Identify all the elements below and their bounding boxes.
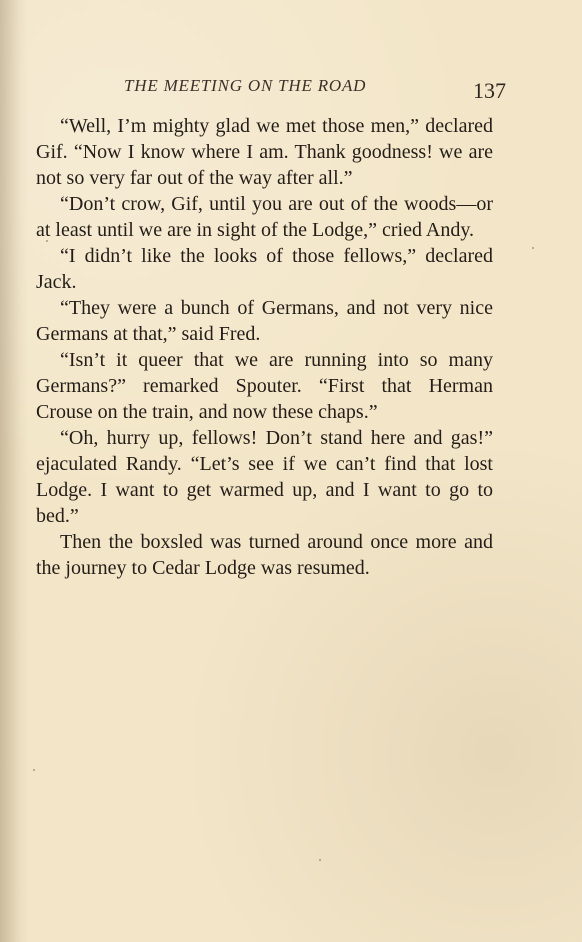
paragraph-1: “Well, I’m mighty glad we met those men,” declared Gif. “Now I know where I am. Thank goodness! we are not so very far out of the way after all.” xyxy=(36,115,493,189)
paper-speck xyxy=(46,240,48,242)
paragraph-2: “Don’t crow, Gif, until you are out of the woods—or at least until we are in sight of the Lodge,” cried Andy. xyxy=(36,193,493,241)
running-head xyxy=(36,76,506,102)
paper-speck xyxy=(532,247,534,249)
page-gutter-shadow xyxy=(0,0,28,942)
paragraph-3: “I didn’t like the looks of those fellows,” declared Jack. xyxy=(36,245,493,293)
paragraph-7: Then the boxsled was turned around once more and the journey to Cedar Lodge was resumed. xyxy=(36,531,493,579)
paragraph-4: “They were a bunch of Germans, and not very nice Germans at that,” said Fred. xyxy=(36,297,493,345)
page-text xyxy=(36,113,493,581)
paragraph-5: “Isn’t it queer that we are running into so many Germans?” remarked Spouter. “First that Herman Crouse on the train, and now these chaps.” xyxy=(36,349,493,423)
chapter-title: THE MEETING ON THE ROAD xyxy=(124,76,367,95)
paper-speck xyxy=(319,859,321,861)
page-number: 137 xyxy=(473,78,506,103)
paragraph-6: “Oh, hurry up, fellows! Don’t stand here and gas!” ejaculated Randy. “Let’s see if we can’t find that lost Lodge. I want to get warmed up, and I want to go to bed.” xyxy=(36,427,493,527)
paper-speck xyxy=(33,769,35,771)
